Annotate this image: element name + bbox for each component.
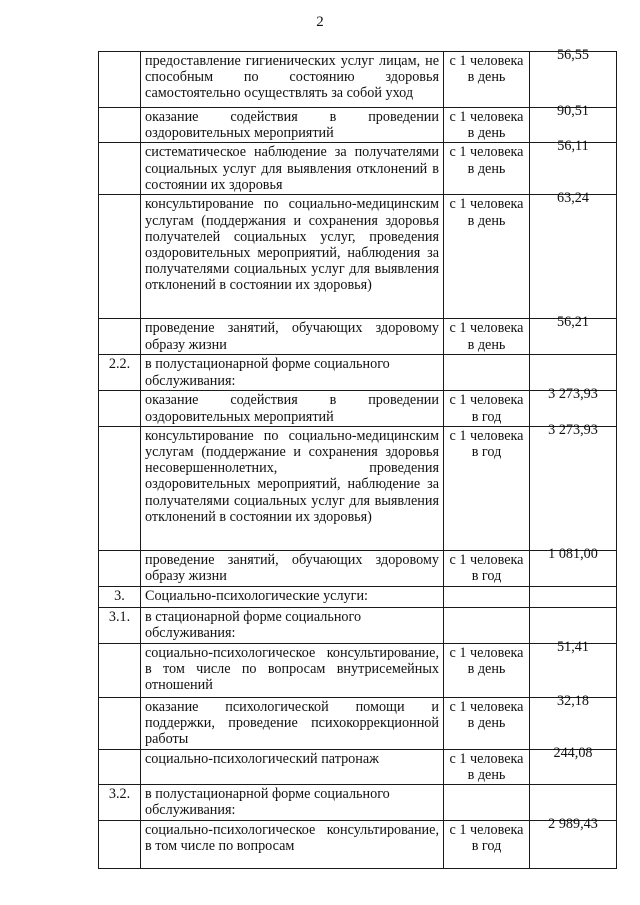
unit-of-service: [444, 607, 530, 643]
tariff-price: [530, 190, 617, 319]
tariff-price: [530, 386, 617, 426]
unit-of-service: [444, 821, 530, 869]
tariff-price-text: 56,21: [557, 314, 589, 331]
table-row: [99, 785, 617, 821]
unit-of-service: [444, 195, 530, 319]
row-number: [99, 391, 141, 426]
service-name-text: оказание содействия в проведении оздоровительных мероприятий: [145, 392, 439, 425]
table-row: [99, 355, 617, 391]
row-number: [99, 426, 141, 550]
table-row: [99, 319, 617, 355]
row-number: [99, 143, 141, 195]
unit-of-service: [444, 550, 530, 586]
service-name-text: социально-психологическое консультирование, в том числе по вопросам: [145, 822, 439, 855]
service-name: [141, 319, 444, 355]
row-number: [99, 550, 141, 586]
service-name: [141, 391, 444, 426]
unit-of-service-text: с 1 человека в год: [449, 822, 524, 855]
service-name-text: оказание содействия в проведении оздоровительных мероприятий: [145, 109, 439, 142]
service-name-text: систематическое наблюдение за получателями социальных услуг для выявления отклонений в состоянии их здоровья: [145, 144, 439, 193]
service-name-text: в полустационарной форме социального обслуживания:: [145, 356, 390, 389]
tariff-price-text: 244,08: [553, 744, 593, 761]
unit-of-service-text: с 1 человека в день: [449, 53, 524, 86]
row-number: [99, 749, 141, 784]
table-row: [99, 108, 617, 143]
row-number: [99, 319, 141, 355]
unit-of-service-text: с 1 человека в день: [449, 109, 524, 142]
tariff-price-text: 51,41: [557, 638, 589, 655]
service-name-text: в стационарной форме социального обслуживания:: [145, 608, 362, 642]
unit-of-service: [444, 52, 530, 108]
unit-of-service-text: с 1 человека в день: [449, 320, 524, 353]
tariff-price: [530, 744, 617, 784]
service-name: [141, 586, 444, 607]
table-row: [99, 607, 617, 643]
tariff-price-text: 56,11: [557, 138, 589, 155]
table-row: [99, 550, 617, 586]
unit-of-service: [444, 785, 530, 821]
service-name: [141, 426, 444, 550]
service-name-text: консультирование по социально-медицинским услугам (поддержания и сохранения здоровья получателей социальных услуг, проведения оздоровительных мероприятий, наблюдения за получателями социальных услуг для выявления отклонений в состоянии их здоровья): [145, 196, 439, 294]
unit-of-service-text: с 1 человека в год: [449, 551, 524, 585]
tariff-price: [530, 692, 617, 749]
row-number: [99, 785, 141, 821]
unit-of-service-text: с 1 человека в год: [449, 392, 524, 425]
service-name: [141, 643, 444, 697]
table-row: [99, 195, 617, 319]
unit-of-service: [444, 749, 530, 784]
unit-of-service: [444, 697, 530, 749]
row-number: [99, 586, 141, 607]
service-name-text: проведение занятий, обучающих здоровому образу жизни: [145, 551, 439, 585]
page-number: 2: [316, 14, 324, 30]
row-number-text: 3.1.: [108, 608, 131, 625]
tariff-price-text: 3 273,93: [548, 421, 598, 438]
table-row: [99, 821, 617, 869]
unit-of-service-text: с 1 человека в день: [449, 698, 524, 732]
unit-of-service: [444, 426, 530, 550]
row-number: [99, 697, 141, 749]
table-row: [99, 586, 617, 607]
service-name: [141, 355, 444, 391]
row-number: [99, 108, 141, 143]
tariff-price: [530, 314, 617, 355]
unit-of-service: [444, 586, 530, 607]
row-number-text: 3.: [114, 587, 125, 604]
row-number-text: 3.2.: [108, 786, 131, 803]
service-name-text: консультирование по социально-медицинским услугам (поддержание и сохранения здоровья несовершеннолетних, проведения оздоровительных мероприятий, наблюдение за получателями социальных услуг для выявления отклонений в состоянии их здоровья): [145, 427, 439, 525]
service-name: [141, 108, 444, 143]
tariff-price-text: 2 989,43: [548, 816, 598, 833]
tariff-price: [530, 816, 617, 869]
table-row: [99, 697, 617, 749]
tariff-price-text: 90,51: [557, 103, 589, 119]
tariff-price: [530, 545, 617, 586]
service-name: [141, 550, 444, 586]
unit-of-service-text: с 1 человека в день: [449, 196, 524, 229]
unit-of-service-text: с 1 человека в день: [449, 750, 524, 784]
tariff-price: [530, 421, 617, 550]
tariff-price-text: 32,18: [557, 692, 589, 709]
service-name-text: социально-психологический патронаж: [145, 750, 379, 767]
service-name-text: социально-психологическое консультирование, в том числе по вопросам внутрисемейных отношений: [145, 644, 439, 694]
service-name: [141, 785, 444, 821]
service-name: [141, 607, 444, 643]
row-number: [99, 355, 141, 391]
unit-of-service-text: с 1 человека в день: [449, 144, 524, 177]
table-row: [99, 749, 617, 784]
unit-of-service: [444, 391, 530, 426]
unit-of-service: [444, 643, 530, 697]
unit-of-service-text: с 1 человека в год: [449, 427, 524, 461]
row-number: [99, 607, 141, 643]
tariff-price: [530, 607, 617, 643]
row-number: [99, 195, 141, 319]
service-name-text: в полустационарной форме социального обслуживания:: [145, 786, 390, 819]
service-name: [141, 749, 444, 784]
tariff-price: [530, 638, 617, 697]
tariff-price-text: 63,24: [557, 190, 589, 207]
service-name-text: предоставление гигиенических услуг лицам, не способным по состоянию здоровья самостоятельно осуществлять за собой уход: [145, 53, 439, 102]
service-name: [141, 195, 444, 319]
tariff-price-text: 3 273,93: [548, 386, 598, 403]
service-name: [141, 52, 444, 108]
unit-of-service-text: с 1 человека в день: [449, 644, 524, 678]
tariff-price: [530, 47, 617, 108]
table-row: [99, 52, 617, 108]
tariff-table: [98, 47, 617, 869]
tariff-price-text: 1 081,00: [548, 545, 598, 562]
row-number: [99, 821, 141, 869]
tariff-price-text: 56,55: [557, 47, 589, 63]
service-name-text: проведение занятий, обучающих здоровому образу жизни: [145, 320, 439, 353]
unit-of-service: [444, 355, 530, 391]
row-number: [99, 52, 141, 108]
service-name: [141, 697, 444, 749]
table-row: [99, 643, 617, 697]
table-row: [99, 426, 617, 550]
row-number: [99, 643, 141, 697]
service-name-text: оказание психологической помощи и поддержки, проведение психокоррекционной работы: [145, 698, 439, 748]
table-row: [99, 391, 617, 426]
unit-of-service: [444, 143, 530, 195]
service-name-text: Социально-психологические услуги:: [145, 587, 368, 604]
unit-of-service: [444, 108, 530, 143]
tariff-price: [530, 586, 617, 607]
unit-of-service: [444, 319, 530, 355]
row-number-text: 2.2.: [108, 356, 131, 373]
service-name: [141, 143, 444, 195]
table-row: [99, 143, 617, 195]
service-name: [141, 821, 444, 869]
tariff-price: [530, 138, 617, 195]
